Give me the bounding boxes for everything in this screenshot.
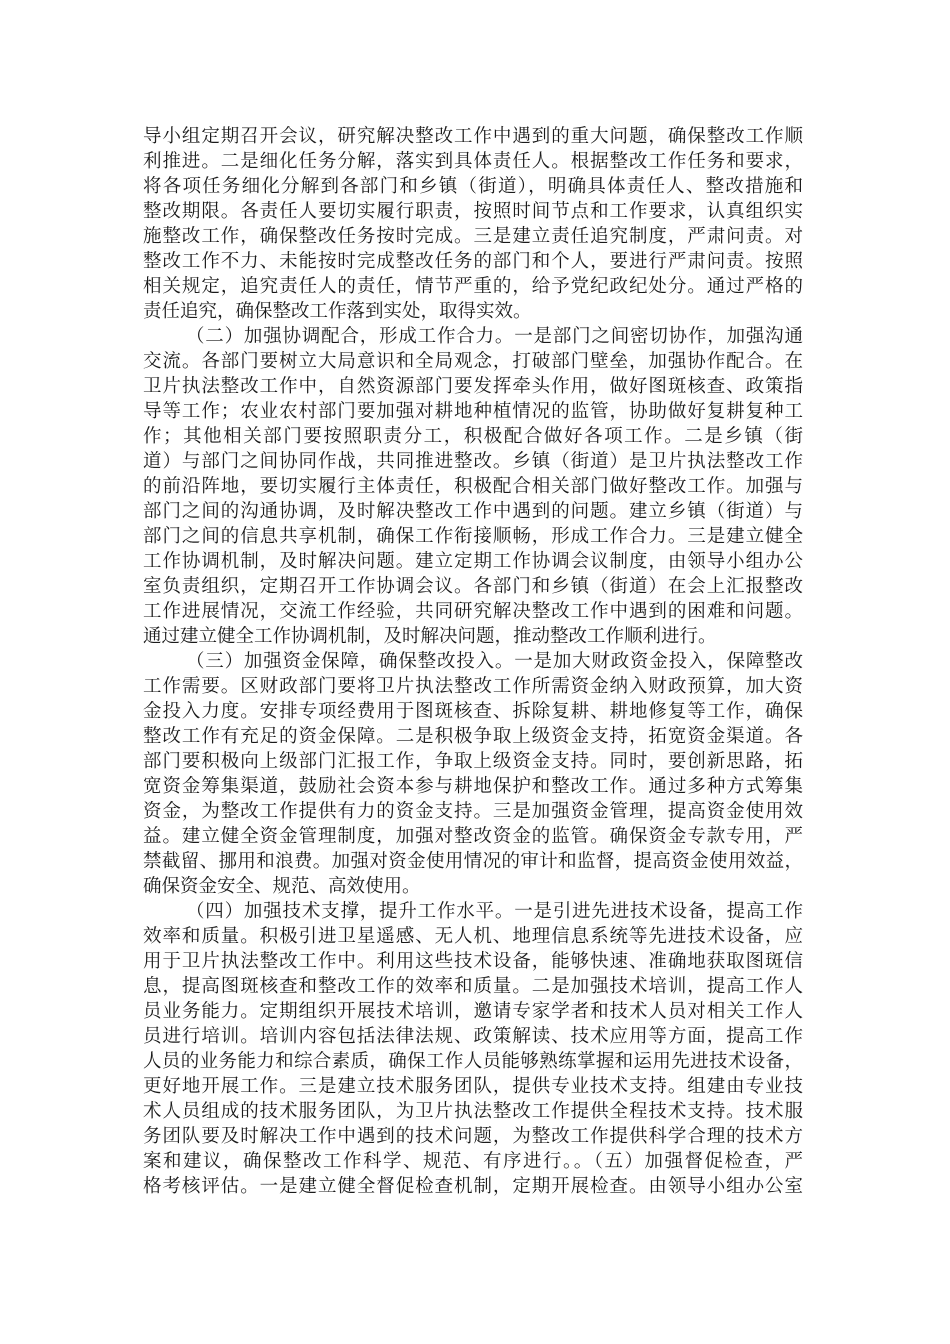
text-line: 室负责组织，定期召开工作协调会议。各部门和乡镇（街道）在会上汇报整改 <box>143 576 803 597</box>
text-line: 员业务能力。定期组织开展技术培训，邀请专家学者和技术人员对相关工作人 <box>143 1001 803 1022</box>
text-line: 确保资金安全、规范、高效使用。 <box>143 876 421 897</box>
text-line: 更好地开展工作。三是建立技术服务团队，提供专业技术支持。组建由专业技 <box>143 1076 803 1097</box>
text-line: 导等工作；农业农村部门要加强对耕地种植情况的监管，协助做好复耕复种工 <box>143 401 803 422</box>
text-line: 格考核评估。一是建立健全督促检查机制，定期开展检查。由领导小组办公室 <box>143 1176 803 1197</box>
text-line: 整改期限。各责任人要切实履行职责，按照时间节点和工作要求，认真组织实 <box>143 201 803 222</box>
text-line: 的前沿阵地，要切实履行主体责任，积极配合相关部门做好整改工作。加强与 <box>143 476 803 497</box>
text-line: 资金，为整改工作提供有力的资金支持。三是加强资金管理，提高资金使用效 <box>143 801 803 822</box>
body-text <box>143 124 803 1199</box>
text-line: 工作协调机制，及时解决问题。建立定期工作协调会议制度，由领导小组办公 <box>143 551 803 572</box>
text-line: 部门要积极向上级部门汇报工作，争取上级资金支持。同时，要创新思路，拓 <box>143 751 803 772</box>
text-line: 作；其他相关部门要按照职责分工，积极配合做好各项工作。二是乡镇（街 <box>143 426 803 447</box>
text-line: 部门之间的沟通协调，及时解决整改工作中遇到的问题。建立乡镇（街道）与 <box>143 501 803 522</box>
text-line: 责任追究，确保整改工作落到实处，取得实效。 <box>143 301 532 322</box>
paragraph-start: （二）加强协调配合，形成工作合力。一是部门之间密切协作，加强沟通 <box>186 326 803 347</box>
text-line: 案和建议，确保整改工作科学、规范、有序进行。。（五）加强督促检查，严 <box>143 1151 803 1172</box>
paragraph-start: （四）加强技术支撑，提升工作水平。一是引进先进技术设备，提高工作 <box>186 901 803 922</box>
text-line: 工作需要。区财政部门要将卫片执法整改工作所需资金纳入财政预算，加大资 <box>143 676 803 697</box>
text-line: 通过建立健全工作协调机制，及时解决问题，推动整改工作顺利进行。 <box>143 626 717 647</box>
text-line: 相关规定，追究责任人的责任，情节严重的，给予党纪政纪处分。通过严格的 <box>143 276 803 297</box>
text-line: 金投入力度。安排专项经费用于图斑核查、拆除复耕、耕地修复等工作，确保 <box>143 701 803 722</box>
text-line: 息，提高图斑核查和整改工作的效率和质量。二是加强技术培训，提高工作人 <box>143 976 803 997</box>
text-line: 施整改工作，确保整改任务按时完成。三是建立责任追究制度，严肃问责。对 <box>143 226 803 247</box>
text-line: 人员的业务能力和综合素质，确保工作人员能够熟练掌握和运用先进技术设备， <box>143 1051 803 1072</box>
paragraph-start: （三）加强资金保障，确保整改投入。一是加大财政资金投入，保障整改 <box>186 651 803 672</box>
text-line: 宽资金筹集渠道，鼓励社会资本参与耕地保护和整改工作。通过多种方式筹集 <box>143 776 803 797</box>
text-line: 术人员组成的技术服务团队，为卫片执法整改工作提供全程技术支持。技术服 <box>143 1101 803 1122</box>
text-line: 工作进展情况，交流工作经验，共同研究解决整改工作中遇到的困难和问题。 <box>143 601 803 622</box>
text-line: 员进行培训。培训内容包括法律法规、政策解读、技术应用等方面，提高工作 <box>143 1026 803 1047</box>
text-line: 益。建立健全资金管理制度，加强对整改资金的监管。确保资金专款专用，严 <box>143 826 803 847</box>
text-line: 用于卫片执法整改工作中。利用这些技术设备，能够快速、准确地获取图斑信 <box>143 951 803 972</box>
text-line: 导小组定期召开会议，研究解决整改工作中遇到的重大问题，确保整改工作顺 <box>143 126 803 147</box>
text-line: 将各项任务细化分解到各部门和乡镇（街道），明确具体责任人、整改措施和 <box>143 176 803 197</box>
text-line: 利推进。二是细化任务分解，落实到具体责任人。根据整改工作任务和要求， <box>143 151 803 172</box>
text-line: 道）与部门之间协同作战，共同推进整改。乡镇（街道）是卫片执法整改工作 <box>143 451 803 472</box>
text-line: 务团队要及时解决工作中遇到的技术问题，为整改工作提供科学合理的技术方 <box>143 1126 803 1147</box>
text-line: 部门之间的信息共享机制，确保工作衔接顺畅，形成工作合力。三是建立健全 <box>143 526 803 547</box>
text-line: 交流。各部门要树立大局意识和全局观念，打破部门壁垒，加强协作配合。在 <box>143 351 803 372</box>
text-line: 整改工作有充足的资金保障。二是积极争取上级资金支持，拓宽资金渠道。各 <box>143 726 803 747</box>
text-line: 效率和质量。积极引进卫星遥感、无人机、地理信息系统等先进技术设备，应 <box>143 926 803 947</box>
text-line: 卫片执法整改工作中，自然资源部门要发挥牵头作用，做好图斑核查、政策指 <box>143 376 803 397</box>
text-line: 整改工作不力、未能按时完成整改任务的部门和个人，要进行严肃问责。按照 <box>143 251 803 272</box>
text-line: 禁截留、挪用和浪费。加强对资金使用情况的审计和监督，提高资金使用效益， <box>143 851 803 872</box>
